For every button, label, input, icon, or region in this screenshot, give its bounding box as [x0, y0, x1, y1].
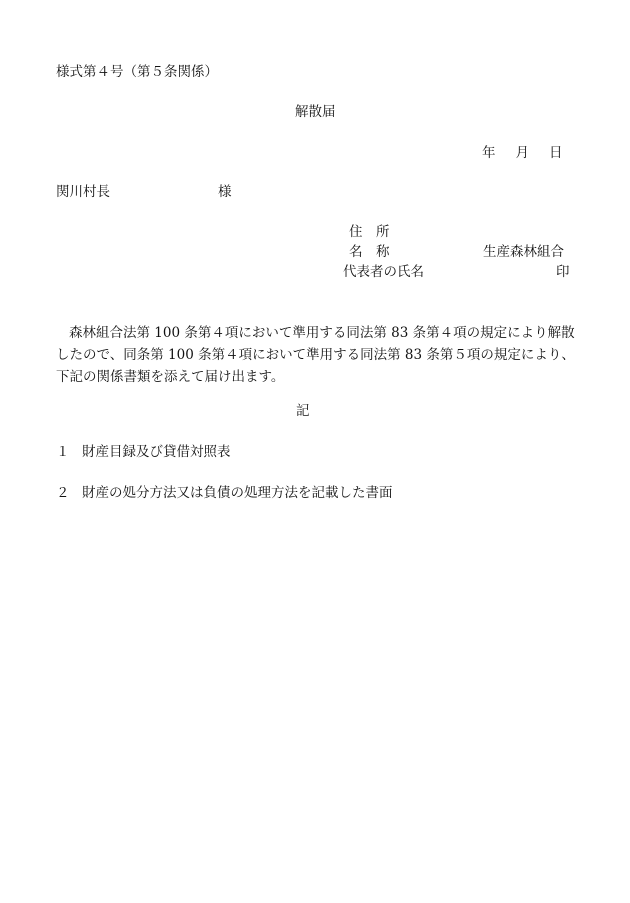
form-number: 様式第４号（第５条関係） [56, 64, 218, 80]
item-text: 財産の処分方法又は負債の処理方法を記載した書面 [82, 485, 393, 501]
item-number: １ [56, 444, 70, 460]
representative-label: 代表者の氏名 [343, 264, 424, 280]
date-line [482, 147, 563, 161]
organization-name: 生産森林組合 [483, 244, 564, 260]
day-label: 日 [549, 145, 563, 161]
seal-label: 印 [556, 264, 570, 280]
address-label: 住 所 [349, 224, 390, 240]
body-paragraph: 森林組合法第 100 条第４項において準用する同法第 83 条第４項の規定により解散したので、同条第 100 条第４項において準用する同法第 83 条第５項の規定により、下記の関係書類を添えて届け出ます。 [56, 325, 575, 385]
document-title: 解散届 [295, 104, 336, 120]
name-label: 名 称 [349, 244, 390, 260]
attachment-item-2 [56, 487, 393, 501]
year-label: 年 [482, 145, 496, 161]
item-number: ２ [56, 485, 70, 501]
addressee-honorific: 様 [218, 184, 232, 200]
item-text: 財産目録及び貸借対照表 [82, 444, 231, 460]
addressee [56, 186, 232, 200]
ki-heading: 記 [296, 403, 310, 419]
addressee-name: 関川村長 [56, 184, 110, 200]
attachment-item-1 [56, 446, 231, 460]
month-label: 月 [515, 145, 529, 161]
